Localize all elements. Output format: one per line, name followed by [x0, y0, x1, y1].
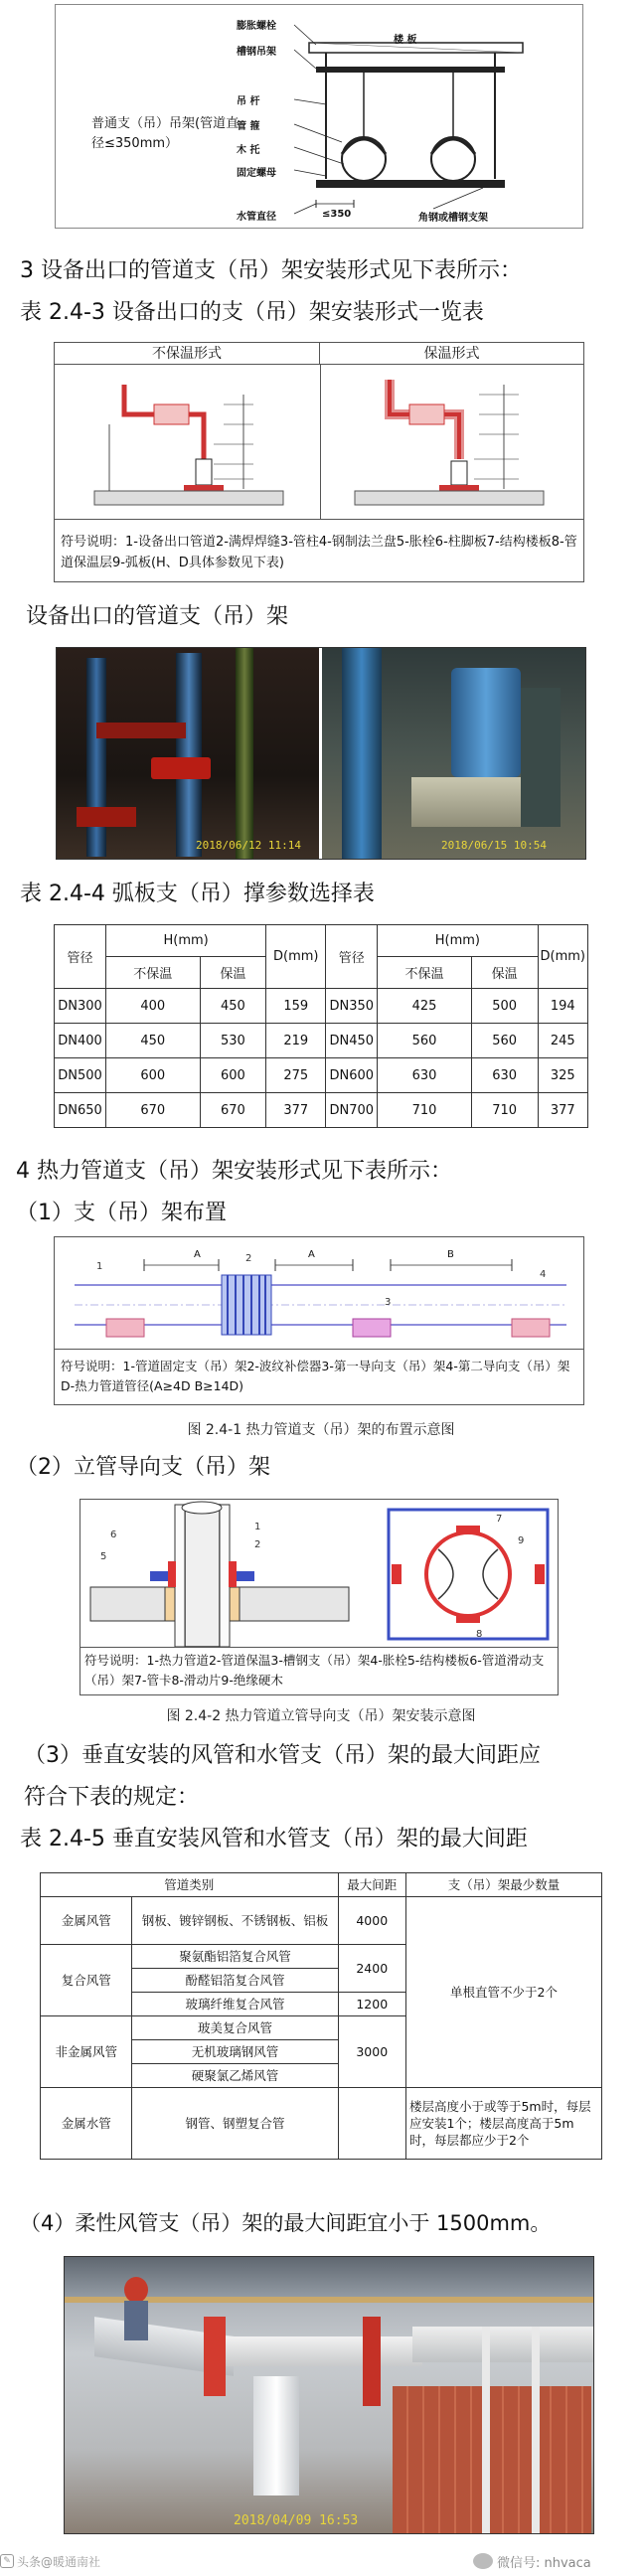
- cell: 450: [106, 1024, 201, 1058]
- cell: 450: [200, 989, 266, 1024]
- table-245-title: 表 2.4-5 垂直安装风管和水管支（吊）架的最大间距: [20, 1827, 528, 1852]
- table-243-col2: 保温形式: [320, 343, 583, 365]
- cell: 377: [266, 1093, 326, 1128]
- table-244: [54, 924, 588, 1128]
- table-244-title: 表 2.4-4 弧板支（吊）撑参数选择表: [20, 882, 375, 906]
- composite-item: 酚醛铝箔复合风管: [132, 1969, 338, 1993]
- nonmetal-spacing: 3000: [338, 2016, 405, 2088]
- cell: 500: [471, 989, 538, 1024]
- table-243-title: 表 2.4-3 设备出口的支（吊）架安装形式一览表: [20, 300, 484, 325]
- metal-duct-items: 钢板、镀锌钢板、不锈钢板、铝板: [132, 1897, 338, 1945]
- part-label: 固定螺母: [237, 168, 276, 179]
- cell: 400: [106, 989, 201, 1024]
- svg-text:1: 1: [96, 1261, 103, 1272]
- part-label: 木 托: [237, 145, 260, 156]
- table-row: [55, 1093, 588, 1128]
- part-label: 管 箍: [237, 121, 260, 132]
- th-D: D(mm): [266, 925, 326, 989]
- composite-spacing-1: 2400: [338, 1945, 405, 1993]
- table-row: [55, 1058, 588, 1093]
- table-243-col1: 不保温形式: [55, 343, 320, 365]
- svg-text:4: 4: [540, 1269, 547, 1280]
- cell: 245: [538, 1024, 587, 1058]
- cell: 377: [538, 1093, 587, 1128]
- footer-right: [473, 2550, 591, 2572]
- fig-242: [80, 1499, 559, 1695]
- bottom-label: 角钢或槽钢支架: [418, 213, 488, 224]
- sub-4: （4）柔性风管支（吊）架的最大间距宜小于 1500mm。: [20, 2211, 552, 2235]
- metal-water: 金属水管: [41, 2088, 132, 2160]
- footer-right-text: 微信号: nhvaca: [497, 2555, 591, 2571]
- toutiao-logo-icon: ✎: [0, 2554, 14, 2568]
- th-ins: 保温: [471, 957, 538, 989]
- fig-242-caption: 图 2.4-2 热力管道立管导向支（吊）架安装示意图: [166, 1708, 476, 1724]
- svg-text:2: 2: [254, 1539, 261, 1550]
- th-H: H(mm): [378, 925, 538, 957]
- table-row: [55, 1024, 588, 1058]
- fig-241-caption: 图 2.4-1 热力管道支（吊）架的布置示意图: [187, 1422, 455, 1438]
- dim-a: A: [194, 1249, 201, 1260]
- th-min: 支（吊）架最少数量: [405, 1873, 601, 1897]
- cell: DN300: [55, 989, 106, 1024]
- nonmetal-item: 玻美复合风管: [132, 2016, 338, 2040]
- table-row: [55, 989, 588, 1024]
- cell: 630: [378, 1058, 472, 1093]
- sub-1: （1）支（吊）架布置: [16, 1201, 227, 1225]
- photo-left: [57, 648, 319, 860]
- metal-duct-spacing: 4000: [338, 1897, 405, 1945]
- th-spacing: 最大间距: [338, 1873, 405, 1897]
- cell: 710: [471, 1093, 538, 1128]
- composite: 复合风管: [41, 1945, 132, 2016]
- composite-item: 聚氨酯铝箔复合风管: [132, 1945, 338, 1969]
- cell: 670: [200, 1093, 266, 1128]
- cell: 600: [200, 1058, 266, 1093]
- footer-left-text: 头条@暖通南社: [17, 2554, 101, 2569]
- th-ins: 保温: [200, 957, 266, 989]
- cell: 325: [538, 1058, 587, 1093]
- photo2-stamp: 2018/04/09 16:53: [234, 2513, 359, 2528]
- cell: 630: [471, 1058, 538, 1093]
- nonmetal: 非金属风管: [41, 2016, 132, 2088]
- dim-b: B: [447, 1249, 454, 1260]
- fig-241-drawing: [55, 1237, 585, 1349]
- cell: 194: [538, 989, 587, 1024]
- th-type: 管道类别: [41, 1873, 339, 1897]
- fig-241-note: 符号说明：1-管道固定支（吊）架2-波纹补偿器3-第一导向支（吊）架4-第二导向支（吊）架D-热力管道管径(A≥4D B≥14D): [61, 1359, 570, 1393]
- photo1-caption: 设备出口的管道支（吊）架: [26, 604, 289, 629]
- fig-general-hanger: [55, 4, 583, 229]
- photo-flexible-duct: [64, 2256, 594, 2534]
- composite-spacing-2: 1200: [338, 1993, 405, 2016]
- part-label: 槽钢吊架: [237, 47, 276, 58]
- svg-text:8: 8: [476, 1629, 483, 1640]
- heading-4: 4 热力管道支（吊）架安装形式见下表所示：: [16, 1159, 452, 1184]
- footer-left: [0, 2550, 100, 2572]
- svg-text:3: 3: [385, 1297, 392, 1308]
- cell: DN400: [55, 1024, 106, 1058]
- outlet-support-uninsulated-drawing: [55, 365, 320, 519]
- metal-water-spacing: [338, 2088, 405, 2160]
- general-hanger-label: 普通支（吊）吊架(管道直径≤350mm）: [91, 116, 240, 151]
- th-D: D(mm): [538, 925, 587, 989]
- composite-item: 玻璃纤维复合风管: [132, 1993, 338, 2016]
- cell: 600: [106, 1058, 201, 1093]
- cell: 159: [266, 989, 326, 1024]
- cell: 560: [471, 1024, 538, 1058]
- th-H: H(mm): [106, 925, 266, 957]
- cell: DN350: [326, 989, 378, 1024]
- metal-duct: 金属风管: [41, 1897, 132, 1945]
- cell: DN500: [55, 1058, 106, 1093]
- photo-right: [322, 648, 586, 860]
- th-noins: 不保温: [106, 957, 201, 989]
- sub-2: （2）立管导向支（吊）架: [16, 1455, 270, 1480]
- metal-water-items: 钢管、钢塑复合管: [132, 2088, 338, 2160]
- part-label: 吊 杆: [237, 96, 260, 107]
- cell: DN450: [326, 1024, 378, 1058]
- svg-text:2: 2: [245, 1253, 252, 1264]
- table-245: [40, 1872, 602, 2160]
- sub-3-line1: （3）垂直安装的风管和水管支（吊）架的最大间距应: [24, 1743, 541, 1768]
- photo1-stamp-left: 2018/06/12 11:14: [196, 839, 301, 852]
- cell: 560: [378, 1024, 472, 1058]
- nonmetal-item: 无机玻璃钢风管: [132, 2040, 338, 2064]
- dim-label: ≤350: [322, 209, 352, 220]
- heading-3: 3 设备出口的管道支（吊）架安装形式见下表所示：: [20, 258, 522, 283]
- cell: DN650: [55, 1093, 106, 1128]
- photo-equipment-outlet: [56, 647, 586, 860]
- table-243: [54, 342, 584, 582]
- cell: DN600: [326, 1058, 378, 1093]
- fig-242-drawing: [80, 1500, 560, 1647]
- fig-242-note: 符号说明：1-热力管道2-管道保温3-槽钢支（吊）架4-胀栓5-结构楼板6-管道滑动支（吊）架7-管卡8-滑动片9-绝缘硬木: [84, 1653, 545, 1688]
- metal-water-min: 楼层高度小于或等于5m时，每层应安装1个；楼层高度高于5m时，每层都应少于2个: [405, 2088, 601, 2160]
- dim-a: A: [308, 1249, 315, 1260]
- part-label: 水管直径: [237, 212, 276, 223]
- svg-text:7: 7: [496, 1514, 503, 1525]
- svg-text:5: 5: [100, 1551, 107, 1562]
- svg-text:6: 6: [110, 1530, 117, 1540]
- th-noins: 不保温: [378, 957, 472, 989]
- cell: 425: [378, 989, 472, 1024]
- th-pipe: 管径: [326, 925, 378, 989]
- part-label: 膨胀螺栓: [237, 21, 276, 32]
- svg-text:1: 1: [254, 1522, 261, 1532]
- floor-label: 楼 板: [394, 35, 417, 46]
- cell: 275: [266, 1058, 326, 1093]
- fig-241: [54, 1236, 584, 1405]
- th-pipe: 管径: [55, 925, 106, 989]
- sub-3-line2: 符合下表的规定：: [24, 1785, 200, 1810]
- svg-text:9: 9: [518, 1535, 525, 1546]
- outlet-support-insulated-drawing: [320, 365, 583, 519]
- nonmetal-item: 硬聚氯乙烯风管: [132, 2064, 338, 2088]
- cell: 670: [106, 1093, 201, 1128]
- cell: 530: [200, 1024, 266, 1058]
- cell: DN700: [326, 1093, 378, 1128]
- cell: 219: [266, 1024, 326, 1058]
- cell: 710: [378, 1093, 472, 1128]
- wechat-icon: [473, 2553, 493, 2569]
- min-duct: 单根直管不少于2个: [405, 1897, 601, 2088]
- photo1-stamp-right: 2018/06/15 10:54: [441, 839, 547, 852]
- table-243-note: 符号说明：1-设备出口管道2-满焊焊缝3-管柱4-钢制法兰盘5-胀栓6-柱脚板7-结构楼板8-管道保温层9-弧板(H、D具体参数见下表): [61, 535, 577, 570]
- general-hanger-drawing: [56, 5, 584, 230]
